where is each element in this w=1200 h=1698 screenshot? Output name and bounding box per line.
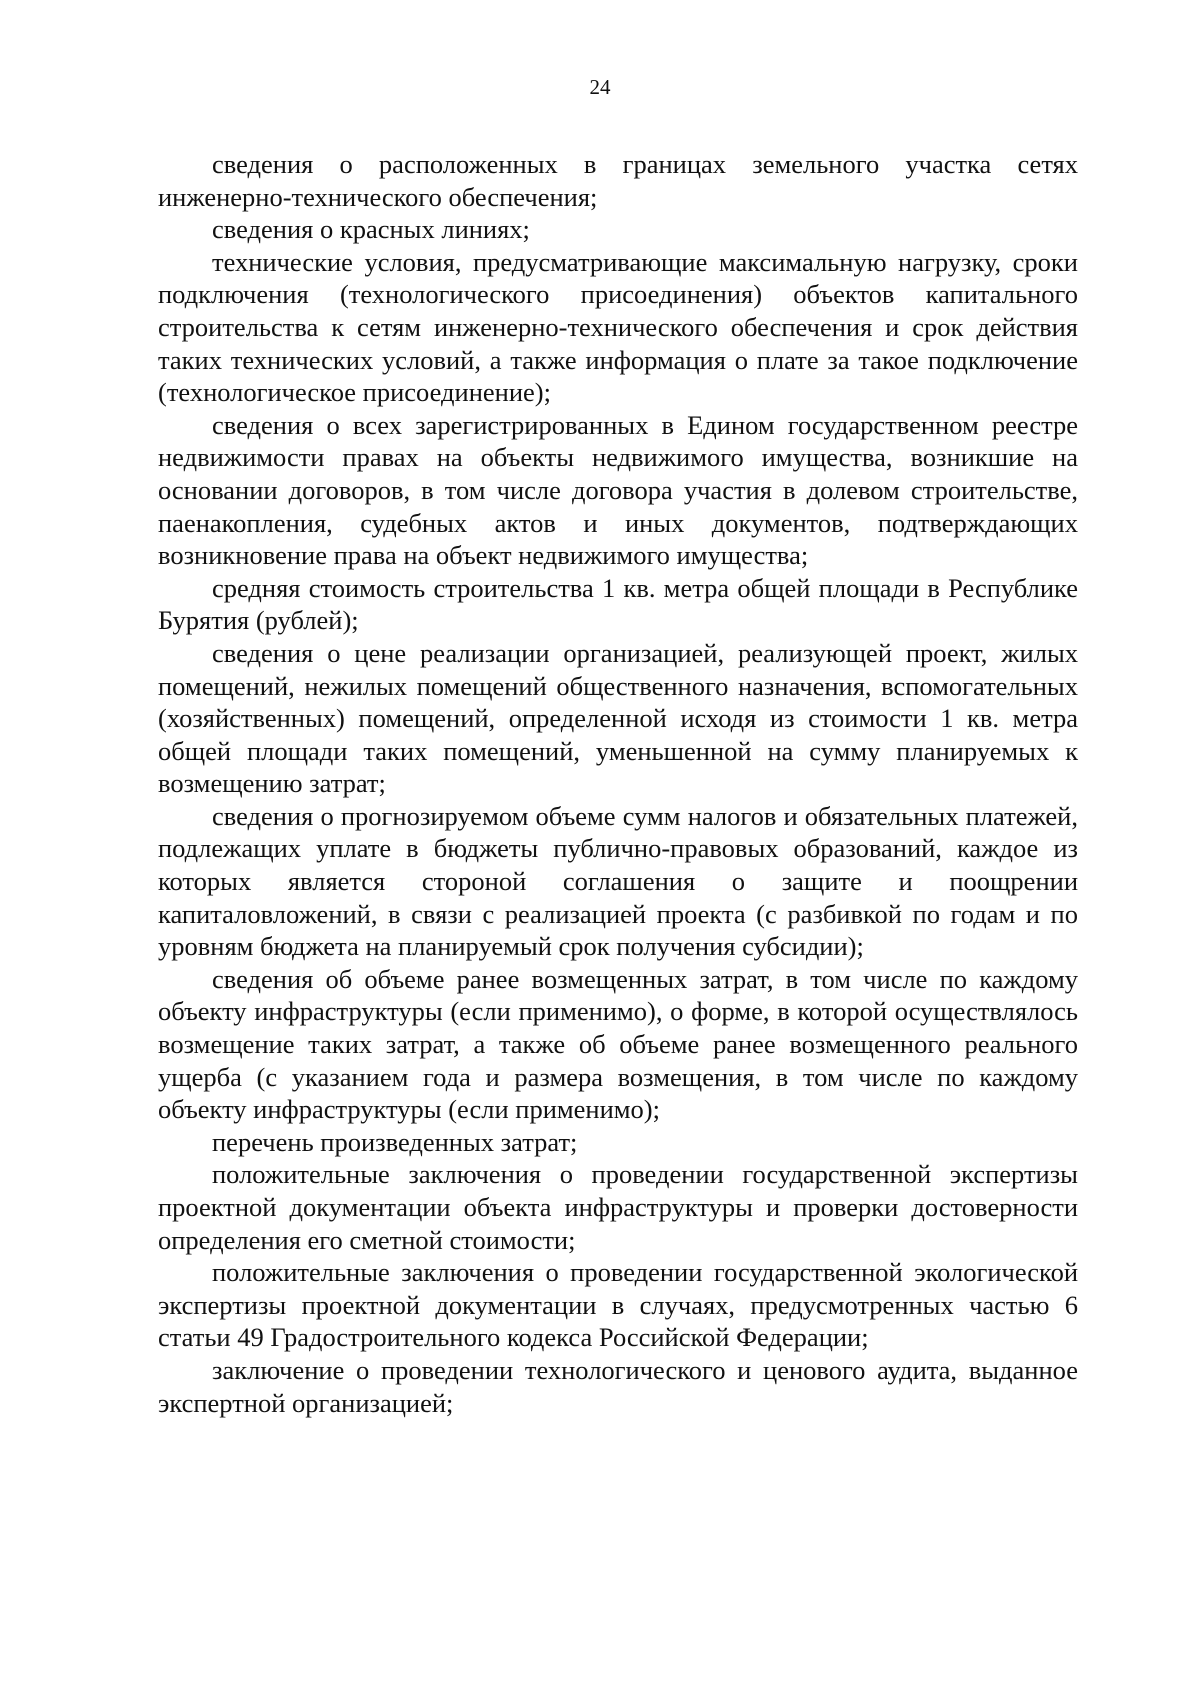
paragraph-reimbursed-costs: сведения об объеме ранее возмещенных затрат, в том числе по каждому объекту инфраструктуры (если применимо), о форме, в которой осуществлялось возмещение таких затрат, а также об объеме ранее возмещенного реального ущерба (с указанием года и размера возмещения, в том числе по каждому объекту инфраструктуры (если применимо); <box>158 963 1078 1125</box>
paragraph-forecast-taxes: сведения о прогнозируемом объеме сумм налогов и обязательных платежей, подлежащих уплате в бюджеты публично-правовых образований, каждое из которых является стороной соглашения о защите и поощрении капиталовложений, в связи с реализацией проекта (с разбивкой по годам и по уровням бюджета на планируемый срок получения субсидии); <box>158 800 1078 962</box>
paragraph-ecological-expertise: положительные заключения о проведении государственной экологической экспертизы проектной документации в случаях, предусмотренных частью 6 статьи 49 Градостроительного кодекса Российской Федерации; <box>158 1257 1078 1353</box>
page-number: 24 <box>589 75 611 99</box>
paragraph-red-lines: сведения о красных линиях; <box>212 214 530 245</box>
document-body <box>158 148 1078 1419</box>
paragraph-state-expertise: положительные заключения о проведении государственной экспертизы проектной документации объекта инфраструктуры и проверки достоверности определения его сметной стоимости; <box>158 1159 1078 1255</box>
paragraph-costs-list: перечень произведенных затрат; <box>212 1126 578 1157</box>
paragraph-registered-rights: сведения о всех зарегистрированных в Едином государственном реестре недвижимости правах на объекты недвижимого имущества, возникшие на основании договоров, в том числе договора участия в долевом строительстве, паенакопления, судебных актов и иных документов, подтверждающих возникновение права на объект недвижимого имущества; <box>158 409 1078 571</box>
paragraph-technical-conditions: технические условия, предусматривающие максимальную нагрузку, сроки подключения (технологического присоединения) объектов капитального строительства к сетям инженерно-технического обеспечения и срок действия таких технических условий, а также информация о плате за такое подключение (технологическое присоединение); <box>158 246 1078 408</box>
paragraph-sale-price: сведения о цене реализации организацией, реализующей проект, жилых помещений, нежилых помещений общественного назначения, вспомогательных (хозяйственных) помещений, определенной исходя из стоимости 1 кв. метра общей площади таких помещений, уменьшенной на сумму планируемых к возмещению затрат; <box>158 637 1078 799</box>
paragraph-average-construction-cost: средняя стоимость строительства 1 кв. метра общей площади в Республике Бурятия (рублей); <box>158 572 1078 636</box>
paragraph-engineering-networks: сведения о расположенных в границах земельного участка сетях инженерно-технического обеспечения; <box>158 149 1078 212</box>
paragraph-price-audit: заключение о проведении технологического и ценового аудита, выданное экспертной организацией; <box>158 1354 1078 1418</box>
